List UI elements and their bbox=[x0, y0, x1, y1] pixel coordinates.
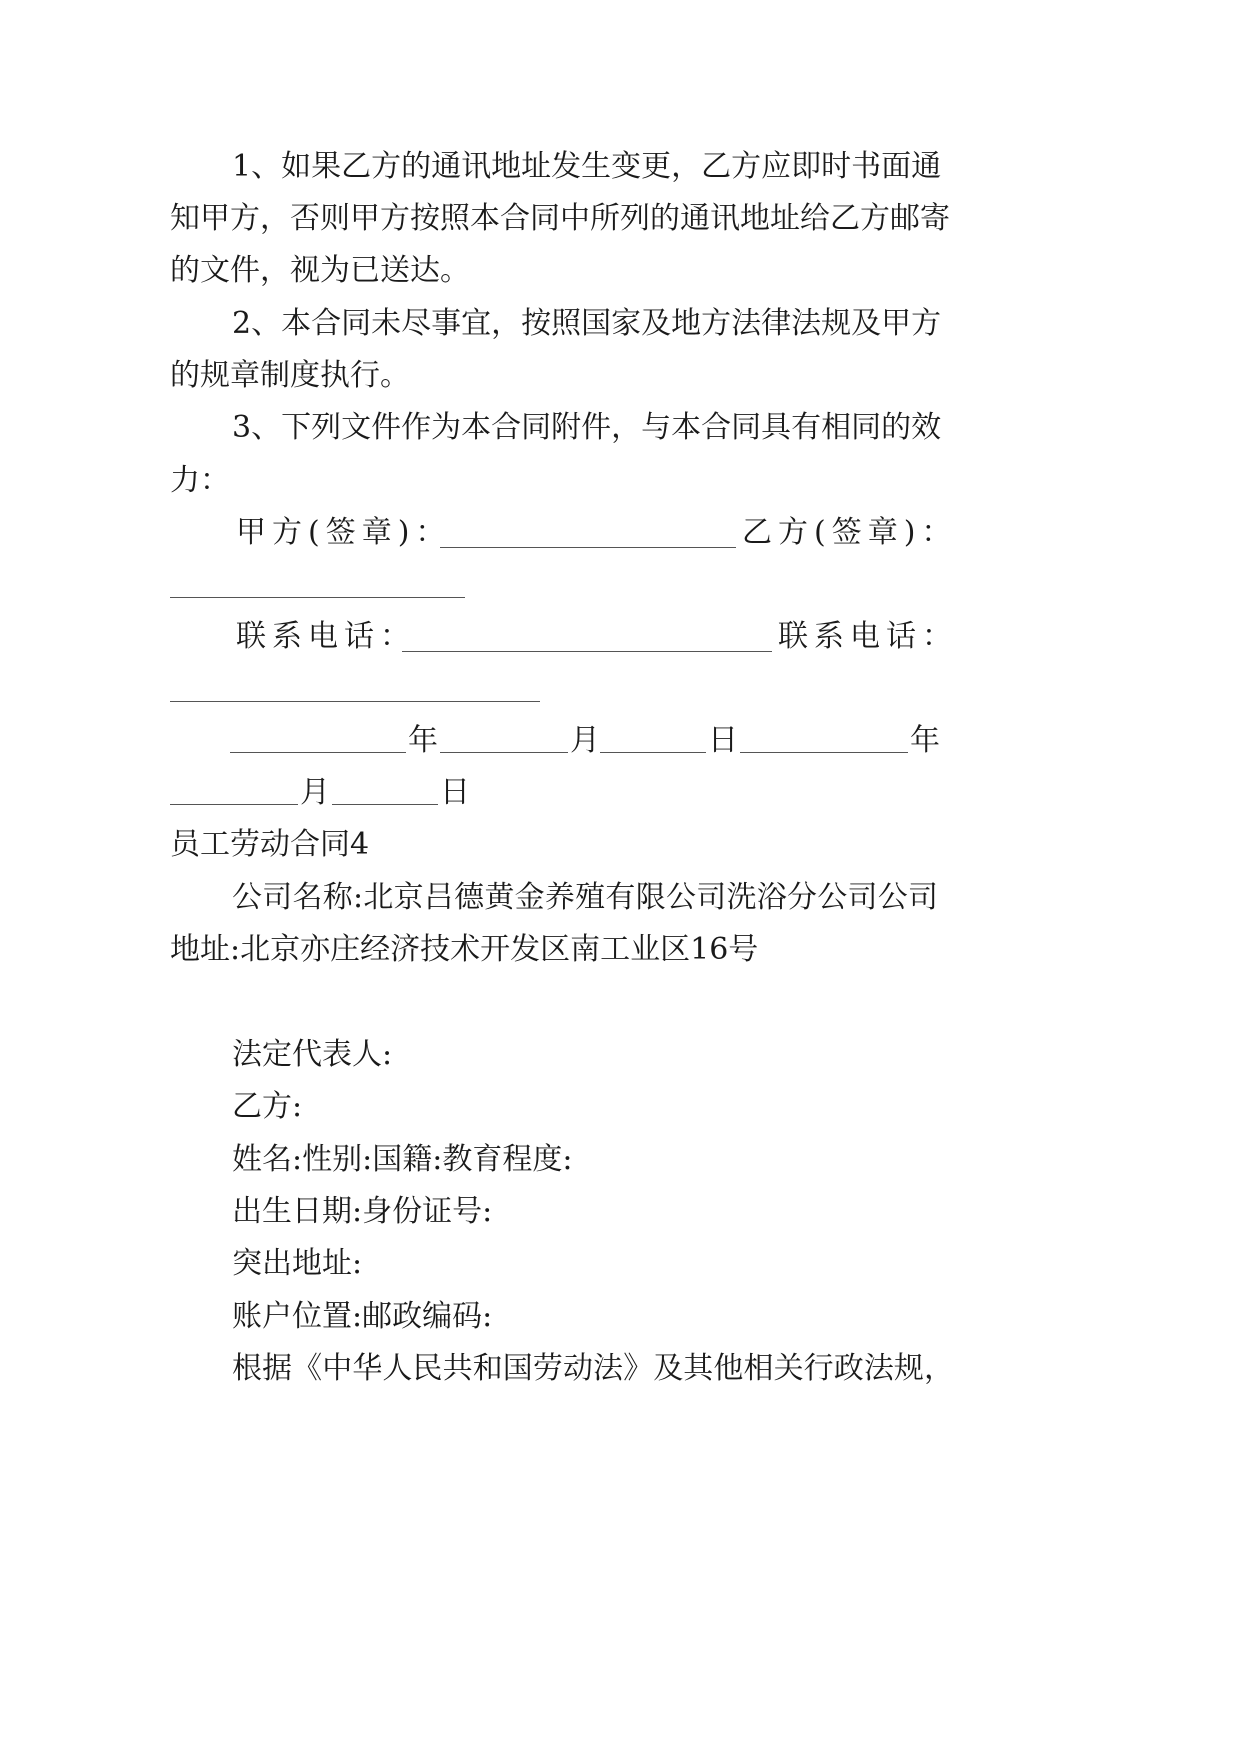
birthdate-idnumber-field: 出生日期:身份证号: bbox=[232, 1194, 493, 1229]
clause-2-line-2: 的规章制度执行。 bbox=[170, 358, 410, 393]
account-postcode-field: 账户位置:邮政编码: bbox=[232, 1299, 493, 1334]
party-a-phone-label: 联系电话： bbox=[236, 619, 416, 654]
party-b-year-label: 年 bbox=[910, 723, 940, 758]
party-a-day-blank bbox=[600, 726, 706, 753]
party-a-month-label: 月 bbox=[570, 723, 600, 758]
party-b-day-label: 日 bbox=[440, 775, 470, 810]
party-b-month-blank bbox=[170, 778, 298, 805]
party-a-signature-label: 甲方(签章)： bbox=[236, 515, 452, 550]
party-a-year-label: 年 bbox=[408, 723, 438, 758]
party-b-year-blank bbox=[740, 726, 908, 753]
clause-2-line-1: 2、本合同未尽事宜，按照国家及地方法律法规及甲方 bbox=[232, 306, 942, 341]
party-b-phone-label: 联系电话： bbox=[778, 619, 958, 654]
party-b-phone-blank bbox=[170, 675, 540, 702]
clause-3-line-1: 3、下列文件作为本合同附件，与本合同具有相同的效 bbox=[232, 410, 942, 445]
clause-1-line-2: 知甲方，否则甲方按照本合同中所列的通讯地址给乙方邮寄 bbox=[170, 201, 950, 236]
address-field: 突出地址: bbox=[232, 1246, 363, 1281]
clause-1-line-1: 1、如果乙方的通讯地址发生变更，乙方应即时书面通 bbox=[232, 149, 942, 184]
legal-basis-line: 根据《中华人民共和国劳动法》及其他相关行政法规， bbox=[232, 1351, 954, 1386]
section-title: 员工劳动合同4 bbox=[170, 827, 370, 862]
company-line-1: 公司名称:北京吕德黄金养殖有限公司洗浴分公司公司 bbox=[232, 880, 938, 915]
clause-1-line-3: 的文件，视为已送达。 bbox=[170, 253, 470, 288]
clause-3-line-2: 力： bbox=[170, 463, 230, 498]
party-a-signature-blank bbox=[440, 521, 736, 548]
company-line-2: 地址:北京亦庄经济技术开发区南工业区16号 bbox=[170, 932, 759, 967]
party-b-day-blank bbox=[332, 778, 438, 805]
legal-representative-field: 法定代表人: bbox=[232, 1037, 393, 1072]
party-b-month-label: 月 bbox=[300, 775, 330, 810]
party-a-year-blank bbox=[230, 726, 406, 753]
party-a-month-blank bbox=[440, 726, 568, 753]
party-b-signature-blank bbox=[170, 571, 465, 598]
party-a-day-label: 日 bbox=[708, 723, 738, 758]
party-b-field: 乙方: bbox=[232, 1089, 303, 1124]
party-b-signature-label: 乙方(签章)： bbox=[742, 515, 958, 550]
name-gender-nationality-education-field: 姓名:性别:国籍:教育程度: bbox=[232, 1142, 573, 1177]
party-a-phone-blank bbox=[402, 625, 772, 652]
